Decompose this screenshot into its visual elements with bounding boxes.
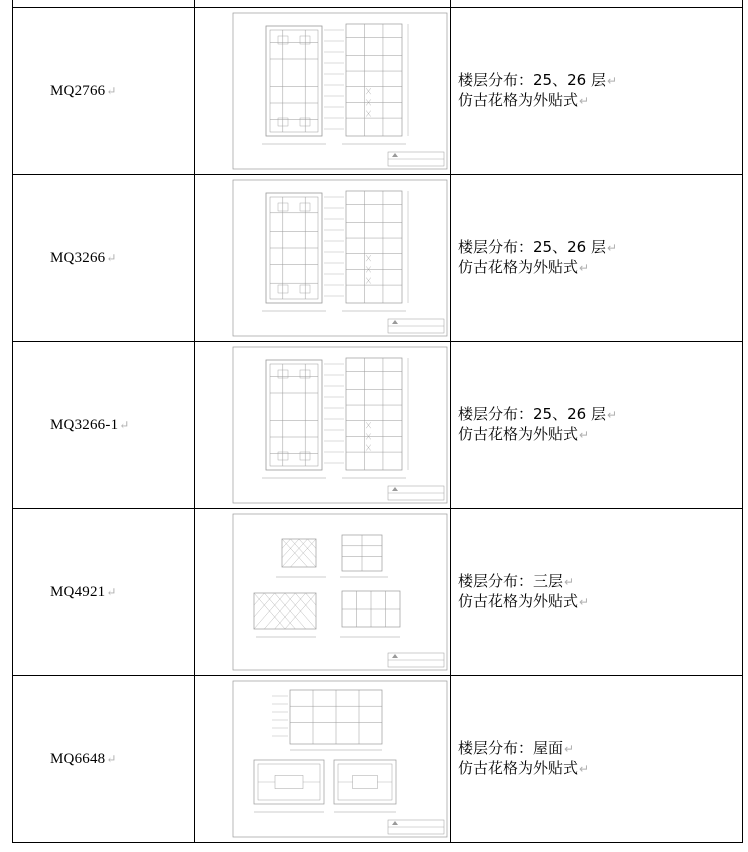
- paragraph-mark-icon: ↵: [106, 584, 117, 599]
- window-code: MQ6648: [50, 750, 106, 767]
- window-code: MQ2766: [50, 82, 106, 99]
- paragraph-mark-icon: ↵: [106, 751, 117, 766]
- lattice-style: 仿古花格为外贴式: [458, 425, 579, 443]
- floor-distribution: 楼层分布：25、26 层: [458, 238, 606, 256]
- cad-drawing-thumbnail: [232, 680, 448, 838]
- floor-distribution: 楼层分布：三层: [458, 572, 564, 590]
- drawing-cell: [195, 676, 451, 843]
- code-cell: [13, 8, 195, 175]
- window-code: MQ3266-1: [50, 416, 119, 433]
- floor-distribution: 楼层分布：25、26 层: [458, 71, 606, 89]
- window-spec-table: [12, 7, 743, 843]
- paragraph-mark-icon: ↵: [564, 742, 575, 756]
- table-top-stub-4: [742, 0, 743, 7]
- table-row: [13, 676, 743, 843]
- drawing-frame: [353, 775, 378, 788]
- floor-distribution: 楼层分布：25、26 层: [458, 405, 606, 423]
- cad-drawing-thumbnail: [232, 513, 448, 671]
- lattice-style: 仿古花格为外贴式: [458, 759, 579, 777]
- title-block-logo-icon: [392, 821, 398, 825]
- paragraph-mark-icon: ↵: [119, 417, 130, 432]
- window-code: MQ4921: [50, 583, 106, 600]
- title-block-logo-icon: [392, 654, 398, 658]
- drawing-cell: [195, 8, 451, 175]
- paragraph-mark-icon: ↵: [106, 250, 117, 265]
- table-row: [13, 509, 743, 676]
- drawing-frame: [270, 364, 318, 466]
- table-row: [13, 8, 743, 175]
- paragraph-mark-icon: ↵: [106, 83, 117, 98]
- note-cell: [451, 676, 743, 843]
- paragraph-mark-icon: ↵: [579, 261, 590, 275]
- code-cell: [13, 509, 195, 676]
- drawing-frame: [346, 191, 402, 303]
- drawing-frame: [233, 13, 447, 169]
- drawing-frame: [233, 180, 447, 336]
- drawing-cell: [195, 175, 451, 342]
- drawing-frame: [282, 539, 316, 567]
- drawing-frame: [346, 24, 402, 136]
- drawing-frame: [233, 347, 447, 503]
- note-cell: [451, 342, 743, 509]
- lattice-style: 仿古花格为外贴式: [458, 91, 579, 109]
- drawing-frame: [233, 514, 447, 670]
- table-top-stub-3: [450, 0, 451, 7]
- table-row: [13, 175, 743, 342]
- lattice-style: 仿古花格为外贴式: [458, 258, 579, 276]
- drawing-frame: [254, 593, 316, 629]
- paragraph-mark-icon: ↵: [606, 74, 618, 88]
- title-block-logo-icon: [392, 153, 398, 157]
- table-row: [13, 342, 743, 509]
- drawing-cell: [195, 342, 451, 509]
- drawing-frame: [270, 30, 318, 132]
- note-cell: [451, 509, 743, 676]
- title-block-logo-icon: [392, 487, 398, 491]
- drawing-frame: [233, 681, 447, 837]
- title-block-logo-icon: [392, 320, 398, 324]
- paragraph-mark-icon: ↵: [606, 408, 618, 422]
- code-cell: [13, 676, 195, 843]
- floor-distribution: 楼层分布：屋面: [458, 739, 564, 757]
- drawing-cell: [195, 509, 451, 676]
- drawing-frame: [346, 358, 402, 470]
- cad-drawing-thumbnail: [232, 346, 448, 504]
- window-code: MQ3266: [50, 249, 106, 266]
- table-top-stub-1: [12, 0, 13, 7]
- note-cell: [451, 175, 743, 342]
- cad-drawing-thumbnail: [232, 12, 448, 170]
- lattice-style: 仿古花格为外贴式: [458, 592, 579, 610]
- paragraph-mark-icon: ↵: [564, 575, 575, 589]
- code-cell: [13, 175, 195, 342]
- drawing-frame: [275, 775, 303, 788]
- paragraph-mark-icon: ↵: [579, 428, 590, 442]
- paragraph-mark-icon: ↵: [606, 241, 618, 255]
- paragraph-mark-icon: ↵: [579, 94, 590, 108]
- note-cell: [451, 8, 743, 175]
- paragraph-mark-icon: ↵: [579, 762, 590, 776]
- paragraph-mark-icon: ↵: [579, 595, 590, 609]
- code-cell: [13, 342, 195, 509]
- cad-drawing-thumbnail: [232, 179, 448, 337]
- table-top-stub-2: [194, 0, 195, 7]
